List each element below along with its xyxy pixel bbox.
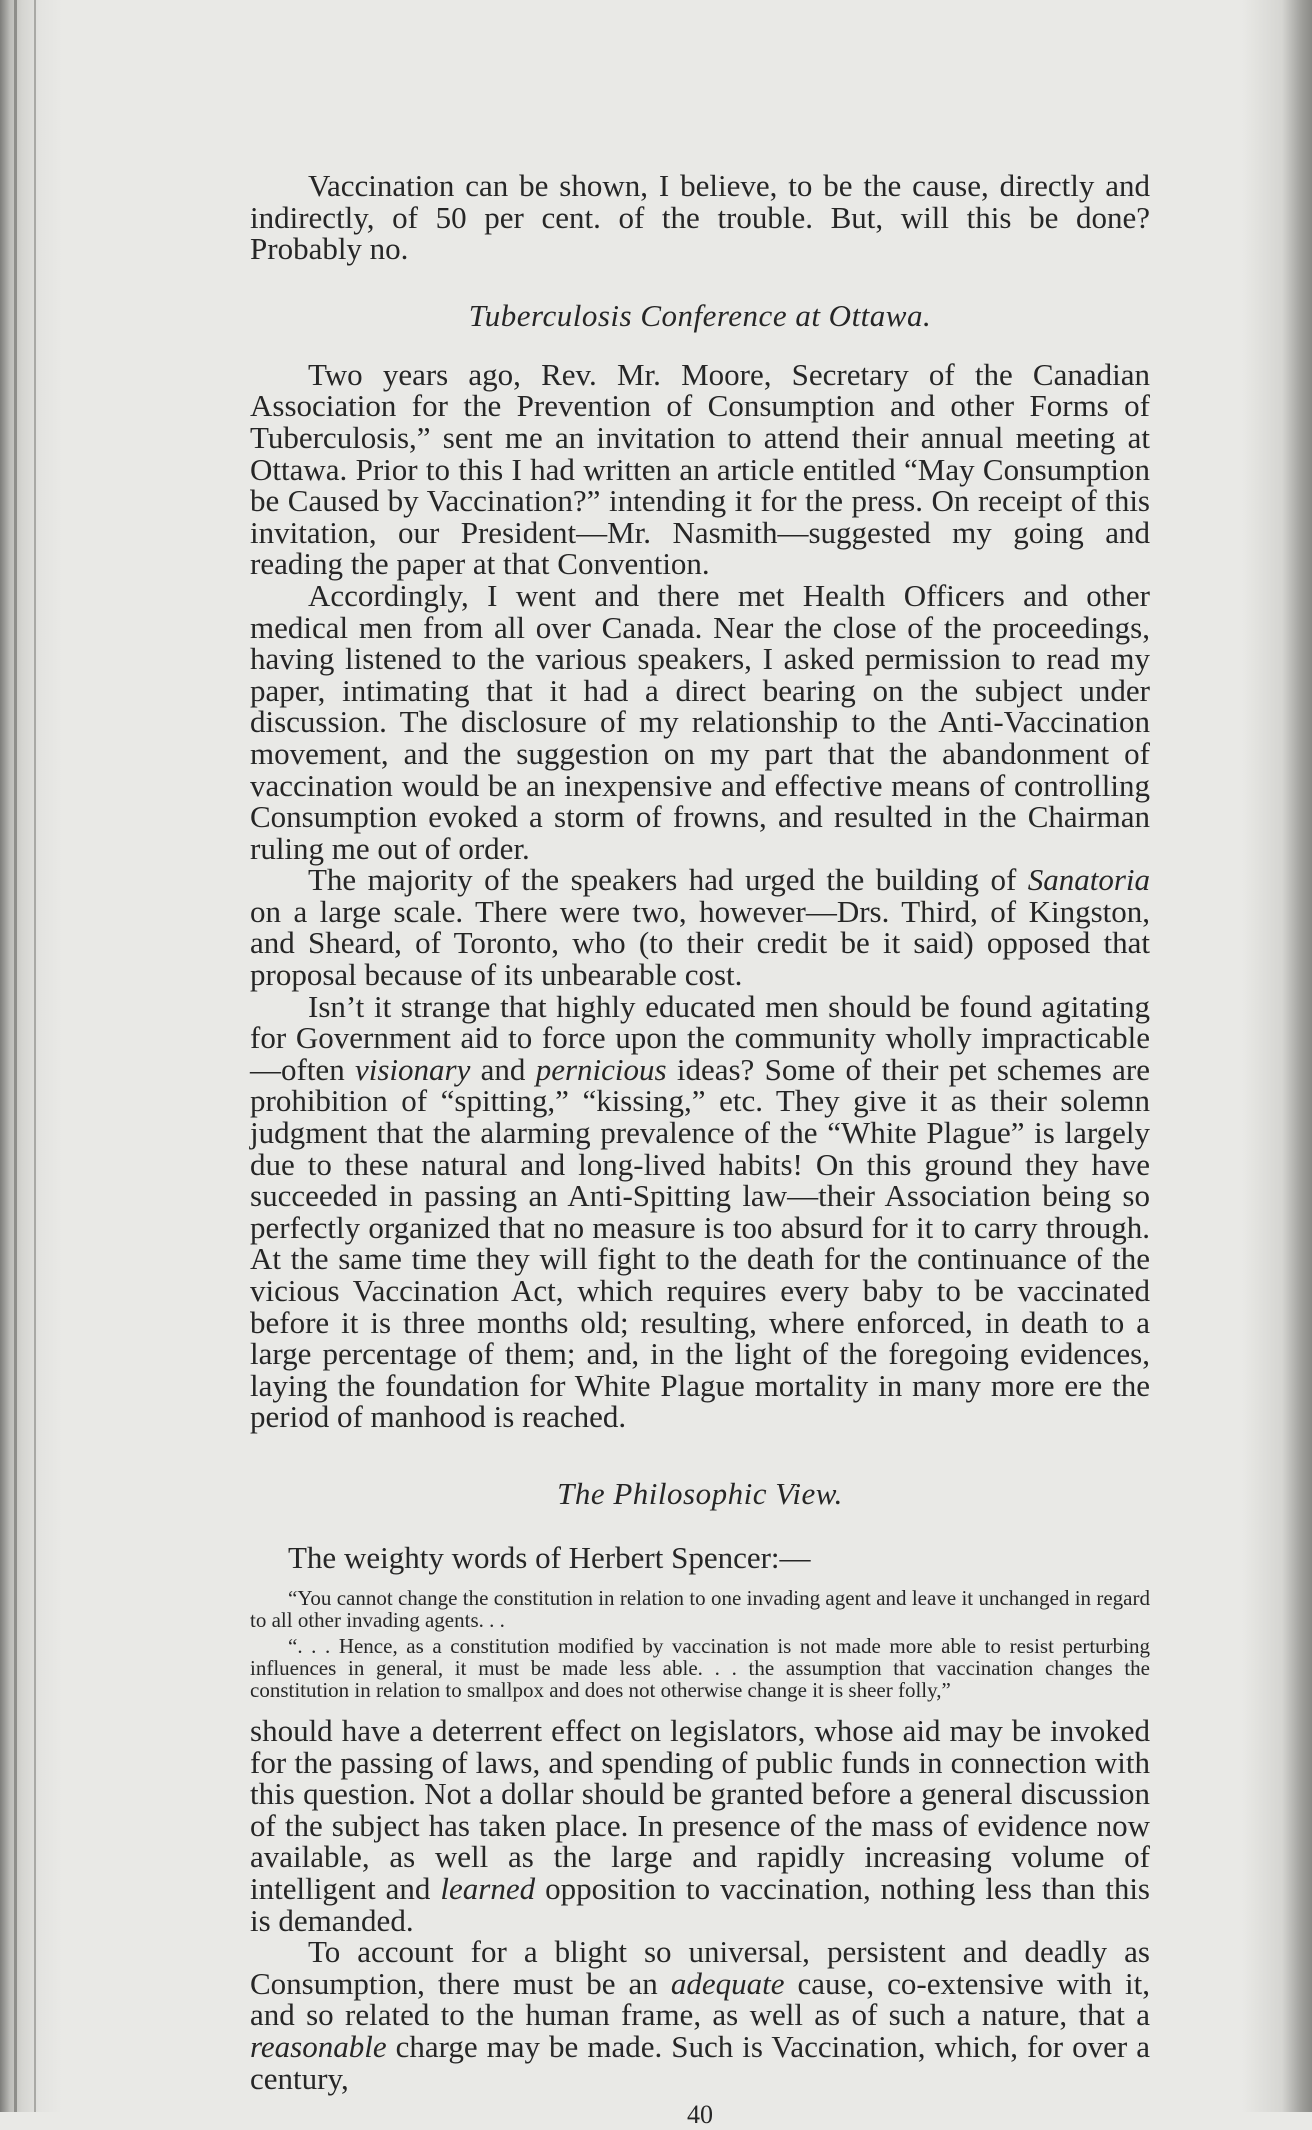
text-run: The majority of the speakers had urged the building of (308, 862, 1028, 898)
text-run: charge may be made. Such is Vaccination, which, for over a century, (250, 2028, 1150, 2096)
section-heading: Tuberculosis Conference at Ottawa. (468, 297, 932, 333)
italic-text: Sanatoria (1027, 862, 1150, 898)
text-run: and (470, 1051, 536, 1087)
paragraph (250, 1936, 1150, 2094)
section-heading: The Philosophic View. (557, 1475, 843, 1511)
paragraph (250, 1712, 1150, 1938)
italic-text: reasonable (250, 2028, 387, 2064)
page-body (250, 168, 1150, 2129)
block-quote (250, 1587, 1150, 1701)
quote-paragraph: “You cannot change the constitution in relation to one invading agent and leave it unchanged in regard to all other invading agents. . . (250, 1585, 1150, 1632)
paragraph: Accordingly, I went and there met Health Officers and other medical men from all over Canada. Near the close of the proceedings, having listened to the various speakers, I asked permission to read my paper, intimating that it had a direct bearing on the subject under discussion. The disclosure of my relationship to the Anti-Vaccination movement, and the suggestion on my part that the abandonment of vaccination would be an inexpensive and effective means of controlling Consumption evoked a storm of frowns, and resulted in the Chairman ruling me out of order. (250, 577, 1150, 866)
italic-text: adequate (670, 1965, 785, 2001)
italic-text: visionary (354, 1051, 471, 1087)
text-run: ideas? Some of their pet schemes are prohibition of “spitting,” “kissing,” etc. They give it as their solemn judgment that the alarming prevalence of the “White Plague” is largely due to these natural and long-lived habits! On this ground they have succeeded in passing an Anti-Spitting law—their Association being so perfectly organized that no measure is too absurd for it to carry through. At the same time they will fight to the death for the continuance of the vicious Vaccination Act, which requires every baby to be vaccinated before it is three months old; resulting, where enforced, in death to a large percentage of them; and, in the light of the foregoing evidences, laying the foundation for White Plague mortality in many more ere the period of manhood is reached. (250, 1051, 1150, 1435)
text-run: To account for a blight so universal, persistent and deadly as Consumption, there must be an (250, 1934, 1150, 2001)
paragraph (250, 862, 1150, 993)
book-spine-shadow (0, 0, 62, 2112)
paragraph (250, 988, 1150, 1435)
text-run: on a large scale. There were two, however—Drs. Third, of Kingston, and Sheard, of Toronto, who (to their credit be it said) opposed that proposal because of its unbearable cost. (250, 893, 1150, 993)
text-run: should have a deterrent effect on legislators, whose aid may be invoked for the passing of laws, and spending of public funds in connection with this question. Not a dollar should be granted before a general discussion of the subject has taken place. In presence of the mass of evidence now available, as well as the large and rapidly increasing volume of intelligent and (250, 1712, 1150, 1906)
italic-text: learned (440, 1870, 536, 1906)
italic-text: pernicious (535, 1051, 667, 1087)
page-number: 40 (687, 2100, 713, 2129)
page-edge-shadow (1242, 0, 1312, 2112)
text-run: Isn’t it strange that highly educated men should be found agitating for Government aid to force upon the community wholly impracticable —often (250, 988, 1150, 1087)
paragraph: Two years ago, Rev. Mr. Moore, Secretary of the Canadian Association for the Prevention of Consumption and other Forms of Tuberculosis,” sent me an invitation to attend their annual meeting at Ottawa. Prior to this I had written an article entitled “May Consumption be Caused by Vaccination?” intending it for the press. On receipt of this invitation, our President—Mr. Nasmith—suggested my going and reading the paper at that Convention. (250, 356, 1150, 582)
quote-lead-line: The weighty words of Herbert Spencer:— (288, 1539, 811, 1575)
quote-paragraph: “. . . Hence, as a constitution modified by vaccination is not made more able to resist perturbing influences in general, it must be made less able. . . the assumption that vaccination changes the constitution in relation to smallpox and does not otherwise change it is sheer folly,” (250, 1633, 1150, 1702)
paragraph: Vaccination can be shown, I believe, to be the cause, directly and indirectly, of 50 per cent. of the trouble. But, will this be done? Probably no. (250, 168, 1150, 267)
text-run: cause, co-extensive with it, and so related to the human frame, as well as of such a nature, that a (250, 1965, 1150, 2033)
spine-edge-line (34, 0, 36, 2112)
text-run: opposition to vaccination, nothing less than this is demanded. (250, 1870, 1150, 1938)
spine-edge-line (14, 0, 17, 2112)
